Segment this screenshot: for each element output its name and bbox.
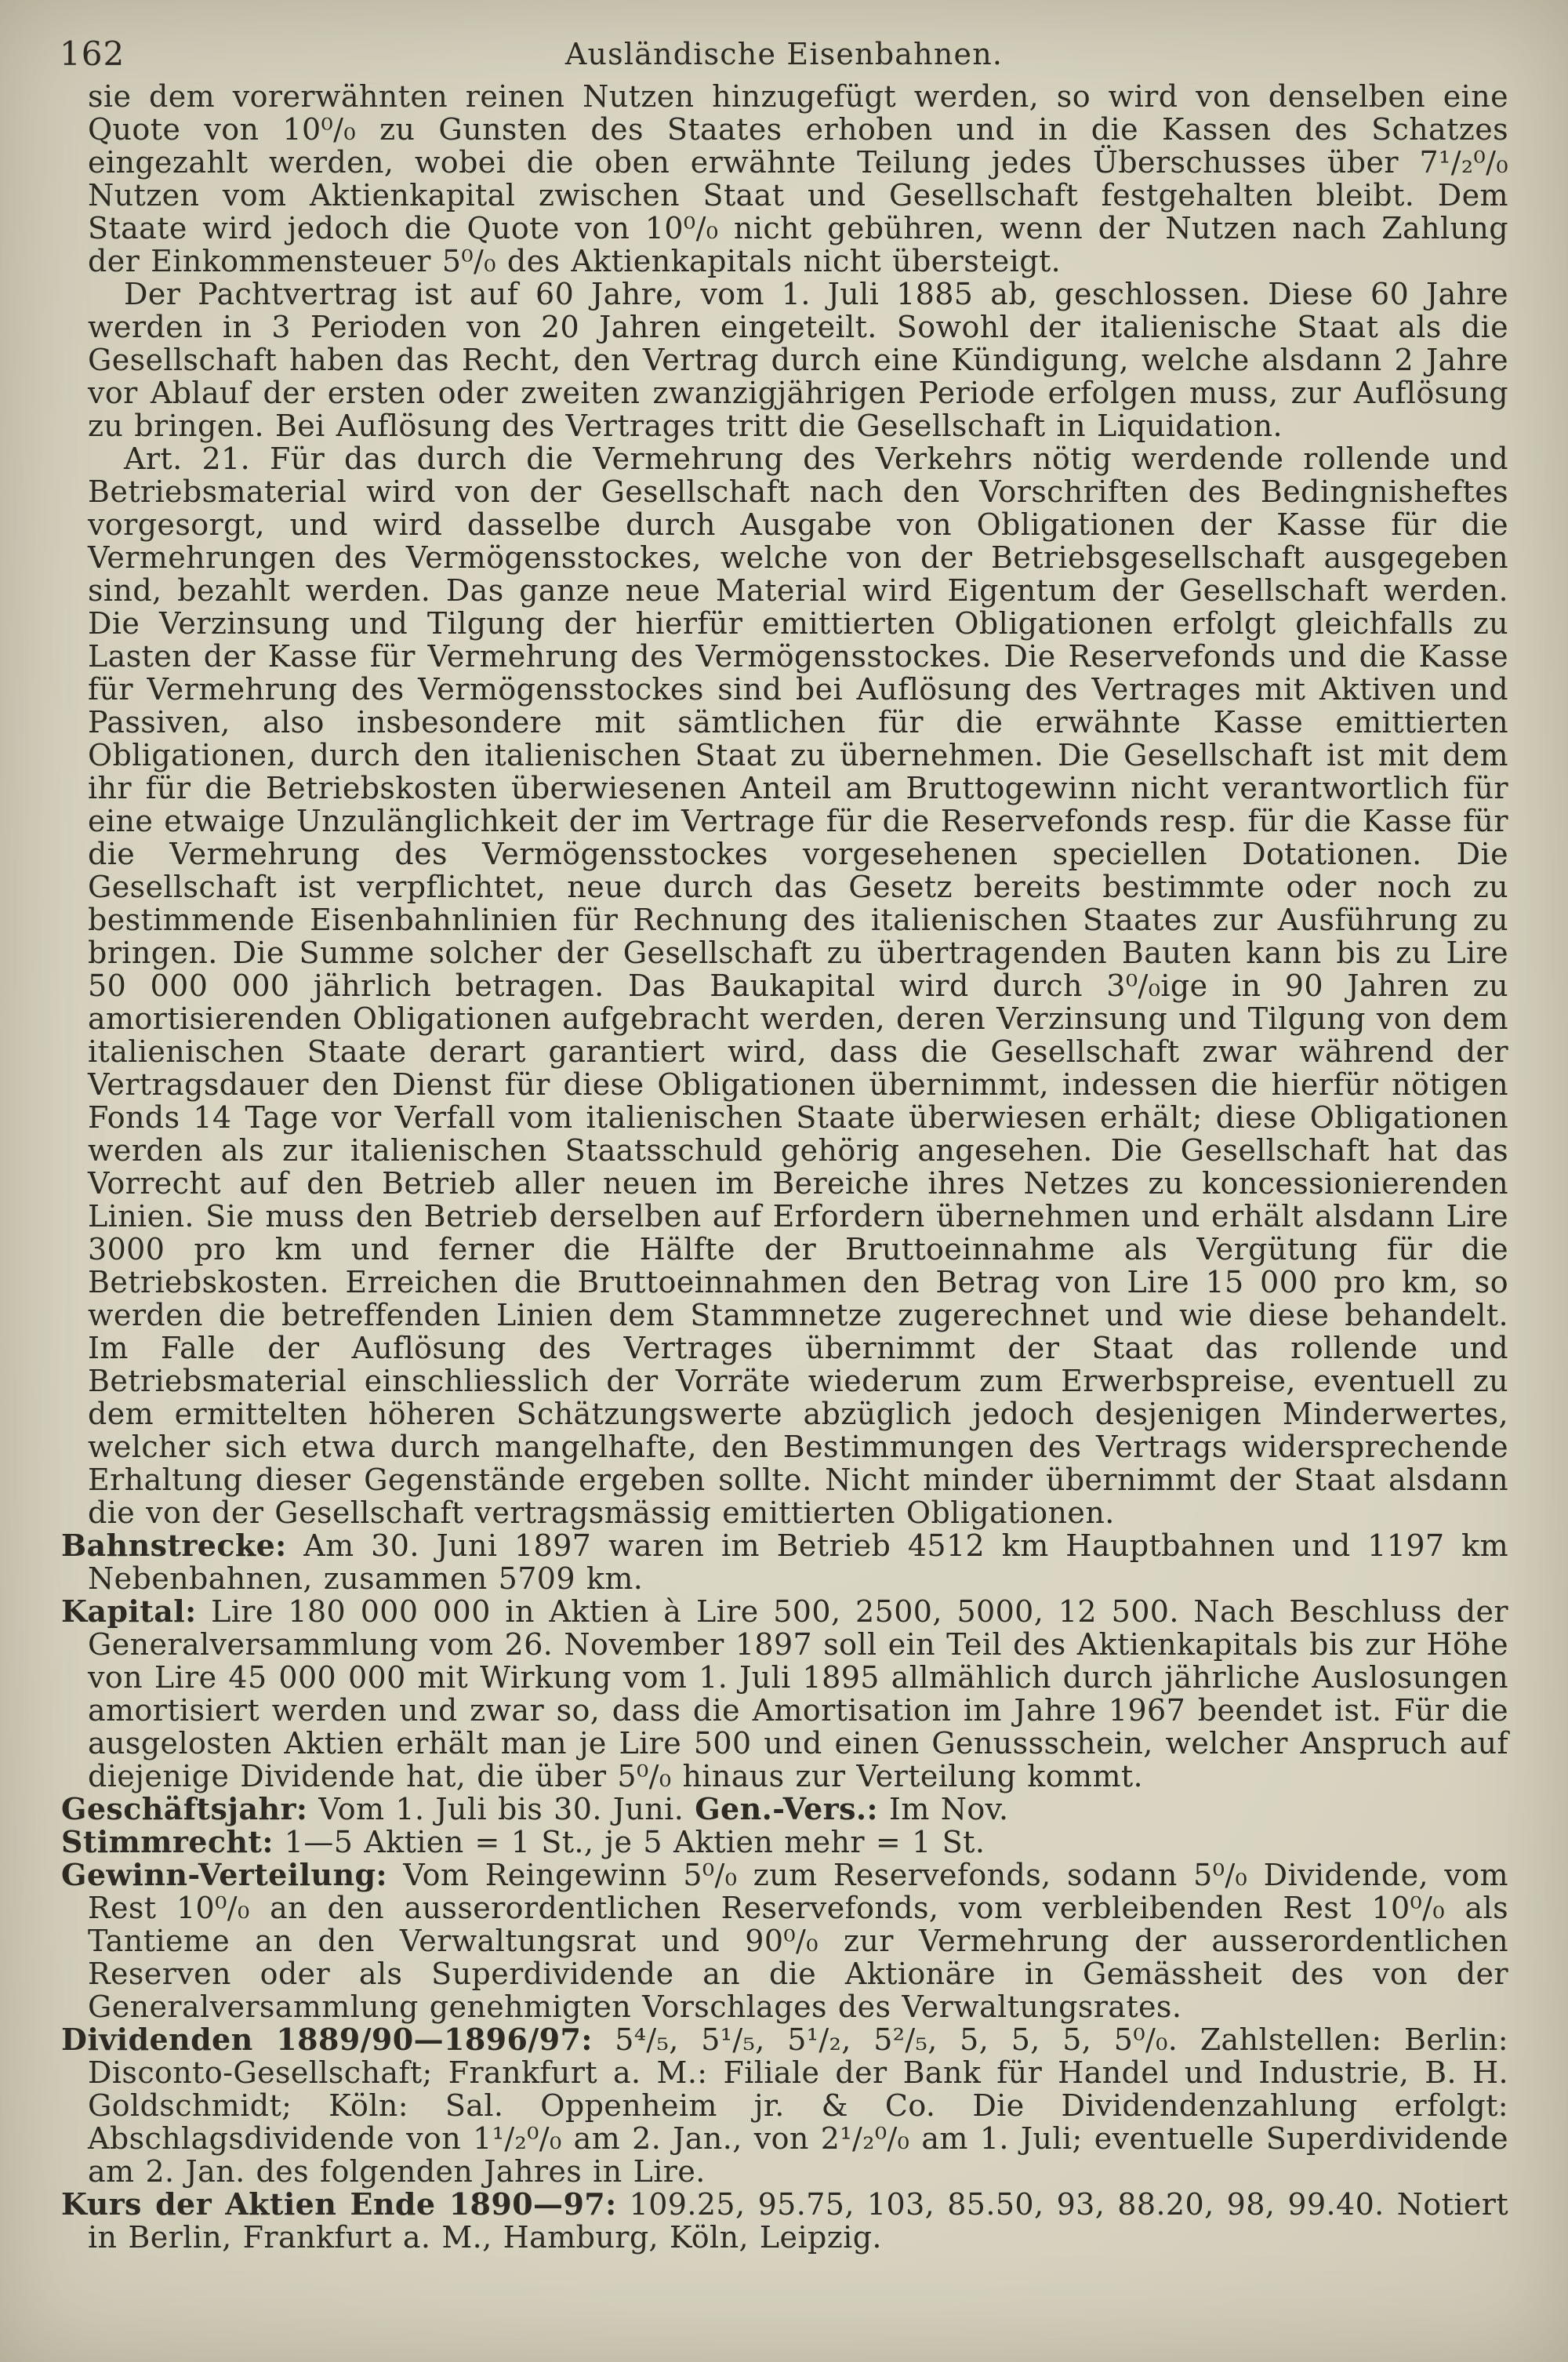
page-header bbox=[0, 35, 1568, 75]
paragraph-lead: Dividenden 1889/90—1896/97: bbox=[61, 2022, 593, 2057]
paragraph bbox=[61, 2022, 1508, 2189]
paragraph-text: Art. 21. Für das durch die Vermehrung des Verkehrs nötig werdende rollende und Betriebsmaterial wird von der Gesellschaft nach den Vorschriften des Bedingnisheftes vorgesorgt, und wird dasselbe durch Ausgabe von Obligationen der Kasse für die Vermehrungen des Vermögensstockes, welche von der Betriebsgesellschaft ausgegeben sind, bezahlt werden. Das ganze neue Material wird Eigentum der Gesellschaft werden. Die Verzinsung und Tilgung der hierfür emittierten Obligationen erfolgt gleichfalls zu Lasten der Kasse für Vermehrung des Vermögensstockes. Die Reservefonds und die Kasse für Vermehrung des Vermögensstockes sind bei Auflösung des Vertrages mit Aktiven und Passiven, also insbesondere mit sämtlichen für die erwähnte Kasse emittierten Obligationen, durch den italienischen Staat zu übernehmen. Die Gesellschaft ist mit dem ihr für die Betriebskosten überwiesenen Anteil am Bruttogewinn nicht verantwortlich für eine etwaige Unzulänglichkeit der im Vertrage für die Reservefonds resp. für die Kasse für die Vermehrung des Vermögensstockes vorgesehenen speciellen Dotationen. Die Gesellschaft ist verpflichtet, neue durch das Gesetz bereits bestimmte oder noch zu bestimmende Eisenbahnlinien für Rechnung des italienischen Staates zur Ausführung zu bringen. Die Summe solcher der Gesellschaft zu übertragenden Bauten kann bis zu Lire 50 000 000 jährlich betragen. Das Baukapital wird durch 3⁰/₀ige in 90 Jahren zu amortisierenden Obligationen aufgebracht werden, deren Verzinsung und Tilgung von dem italienischen Staate derart garantiert wird, dass die Gesellschaft zwar während der Vertragsdauer den Dienst für diese Obligationen übernimmt, indessen die hierfür nötigen Fonds 14 Tage vor Verfall vom italienischen Staate überwiesen erhält; diese Obligationen werden als zur italienischen Staatsschuld gehörig angesehen. Die Gesellschaft hat das Vorrecht auf den Betrieb aller neuen im Bereiche ihres Netzes zu koncessionierenden Linien. Sie muss den Betrieb derselben auf Erfordern übernehmen und erhält alsdann Lire 3000 pro km und ferner die Hälfte der Bruttoeinnahme als Vergütung für die Betriebskosten. Erreichen die Bruttoeinnahmen den Betrag von Lire 15 000 pro km, so werden die betreffenden Linien dem Stammnetze zugerechnet und wie diese behandelt. Im Falle der Auflösung des Vertrages übernimmt der Staat das rollende und Betriebsmaterial einschliesslich der Vorräte wiederum zum Erwerbspreise, eventuell zu dem ermittelten höheren Schätzungswerte abzüglich jedoch desjenigen Minderwertes, welcher sich etwa durch mangelhafte, den Bestimmungen des Vertrags widersprechende Erhaltung dieser Gegenstände ergeben sollte. Nicht minder übernimmt der Staat alsdann die von der Gesellschaft vertragsmässig emittierten Obligationen. bbox=[88, 442, 1508, 1530]
paragraph bbox=[61, 1528, 1508, 1596]
paragraph-text: 5⁴/₅, 5¹/₅, 5¹/₂, 5²/₅, 5, 5, 5, 5⁰/₀. Zahlstellen: Berlin: Disconto-Gesellschaft; Frankfurt a. M.: Filiale der Bank für Handel und Industrie, B. H. Goldschmidt; Köln: Sal. Oppenheim jr. & Co. Die Dividendenzahlung erfolgt: Abschlagsdividende von 1¹/₂⁰/₀ am 2. Jan., von 2¹/₂⁰/₀ am 1. Juli; eventuelle Superdividende am 2. Jan. des folgenden Jahres in Lire. bbox=[88, 2022, 1508, 2189]
paragraph bbox=[61, 1824, 1508, 1859]
paragraph bbox=[61, 1593, 1508, 1793]
paragraph bbox=[61, 2186, 1508, 2255]
paragraph-text: Der Pachtvertrag ist auf 60 Jahre, vom 1. Juli 1885 ab, geschlossen. Diese 60 Jahre werden in 3 Perioden von 20 Jahren eingeteilt. Sowohl der italienische Staat als die Gesellschaft haben das Recht, den Vertrag durch eine Kündigung, welche alsdann 2 Jahre vor Ablauf der ersten oder zweiten zwanzigjährigen Periode erfolgen muss, zur Auflösung zu bringen. Bei Auflösung des Vertrages tritt die Gesellschaft in Liquidation. bbox=[88, 277, 1508, 443]
paragraph bbox=[88, 80, 1508, 278]
paragraph-text: Am 30. Juni 1897 waren im Betrieb 4512 km Hauptbahnen und 1197 km Nebenbahnen, zusammen 5709 km. bbox=[88, 1528, 1508, 1596]
paragraph-lead: Bahnstrecke: bbox=[61, 1528, 287, 1563]
paragraph-lead: Kapital: bbox=[61, 1593, 197, 1629]
text-block bbox=[61, 79, 1508, 2255]
paragraph-text: Lire 180 000 000 in Aktien à Lire 500, 2500, 5000, 12 500. Nach Beschluss der Generalversammlung vom 26. November 1897 soll ein Teil des Aktienkapitals bis zur Höhe von Lire 45 000 000 mit Wirkung vom 1. Juli 1895 allmählich durch jährliche Auslosungen amortisiert werden und zwar so, dass die Amortisation im Jahre 1967 beendet ist. Für die ausgelosten Aktien erhält man je Lire 500 und einen Genussschein, welcher Anspruch auf diejenige Dividende hat, die über 5⁰/₀ hinaus zur Verteilung kommt. bbox=[88, 1594, 1508, 1793]
paragraph-text: 109.25, 95.75, 103, 85.50, 93, 88.20, 98, 99.40. Notiert in Berlin, Frankfurt a. M., Hamburg, Köln, Leipzig. bbox=[88, 2187, 1508, 2255]
paragraph bbox=[88, 278, 1508, 442]
paragraph-text: Vom Reingewinn 5⁰/₀ zum Reservefonds, sodann 5⁰/₀ Dividende, vom Rest 10⁰/₀ an den ausserordentlichen Reservefonds, vom verbleibenden Rest 10⁰/₀ als Tantieme an den Verwaltungsrat und 90⁰/₀ zur Vermehrung der ausserordentlichen Reserven oder als Superdividende an die Aktionäre in Gemässheit des von der Generalversammlung genehmigten Vorschlages des Verwaltungsrates. bbox=[88, 1858, 1508, 2024]
paragraph-lead: Geschäftsjahr: bbox=[61, 1791, 308, 1826]
paragraph-text: 1—5 Aktien = 1 St., je 5 Aktien mehr = 1 St. bbox=[273, 1825, 985, 1859]
paragraph bbox=[61, 1857, 1508, 2024]
paragraph-lead: Gewinn-Verteilung: bbox=[61, 1857, 387, 1892]
paragraph-text: Vom 1. Juli bis 30. Juni. bbox=[307, 1792, 695, 1826]
paragraph bbox=[88, 442, 1508, 1529]
paragraph-lead: Gen.-Vers.: bbox=[695, 1791, 878, 1826]
paragraph-text: sie dem vorerwähnten reinen Nutzen hinzugefügt werden, so wird von denselben eine Quote von 10⁰/₀ zu Gunsten des Staates erhoben und in die Kassen des Schatzes eingezahlt werden, wobei die oben erwähnte Teilung jedes Überschusses über 7¹/₂⁰/₀ Nutzen vom Aktienkapital zwischen Staat und Gesellschaft festgehalten bleibt. Dem Staate wird jedoch die Quote von 10⁰/₀ nicht gebühren, wenn der Nutzen nach Zahlung der Einkommensteuer 5⁰/₀ des Aktienkapitals nicht übersteigt. bbox=[88, 79, 1508, 278]
paragraph-text: Im Nov. bbox=[877, 1792, 1009, 1826]
running-title: Ausländische Eisenbahnen. bbox=[564, 37, 1004, 71]
paragraph-lead: Stimmrecht: bbox=[61, 1824, 274, 1859]
paragraph bbox=[61, 1791, 1508, 1826]
page-number: 162 bbox=[60, 35, 125, 73]
paragraph-lead: Kurs der Aktien Ende 1890—97: bbox=[61, 2186, 617, 2222]
